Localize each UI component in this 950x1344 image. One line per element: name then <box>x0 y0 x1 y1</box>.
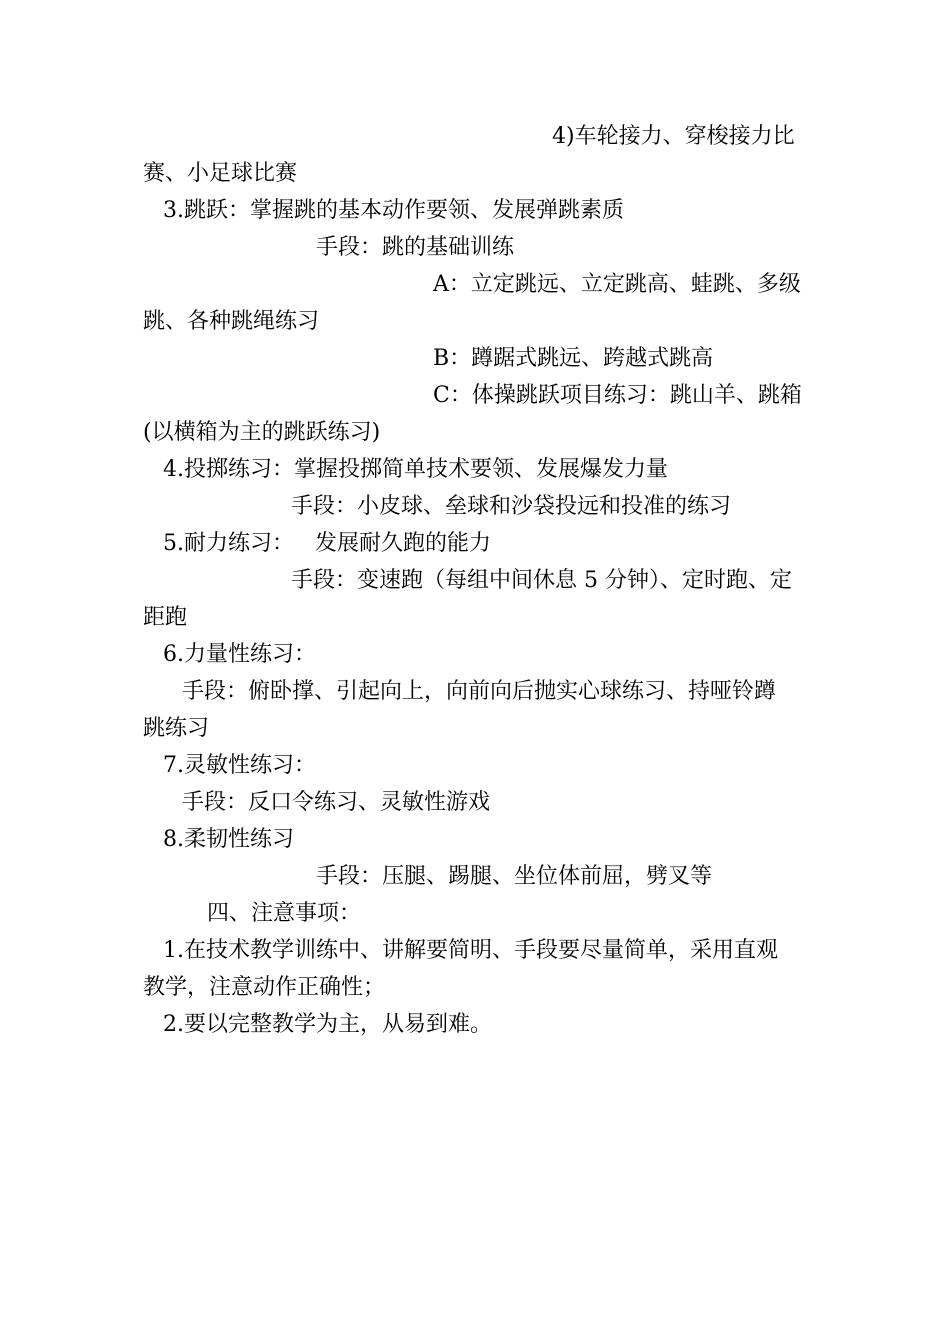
text-line: 2.要以完整教学为主，从易到难。 <box>163 1012 492 1037</box>
text-line: 1.在技术教学训练中、讲解要简明、手段要尽量简单，采用直观 <box>163 938 778 963</box>
text-line: 6.力量性练习： <box>163 642 316 667</box>
text-line: A：立定跳远、立定跳高、蛙跳、多级 <box>433 272 801 297</box>
text-line: 跳练习 <box>143 716 210 741</box>
text-line: 8.柔韧性练习 <box>163 827 294 852</box>
text-line: (以横箱为主的跳跃练习) <box>143 420 381 445</box>
text-line: 手段：跳的基础训练 <box>316 235 515 260</box>
text-line: C：体操跳跃项目练习：跳山羊、跳箱 <box>433 383 802 408</box>
text-line: 4)车轮接力、穿梭接力比 <box>552 124 795 149</box>
text-line: 3.跳跃：掌握跳的基本动作要领、发展弹跳素质 <box>163 198 624 223</box>
text-line: 手段：俯卧撑、引起向上，向前向后抛实心球练习、持哑铃蹲 <box>182 679 777 704</box>
text-line: 手段：压腿、踢腿、坐位体前屈，劈叉等 <box>316 864 713 889</box>
text-line: 赛、小足球比赛 <box>143 161 298 186</box>
text-line: 教学，注意动作正确性； <box>143 975 386 1000</box>
text-line: 距跑 <box>143 605 188 630</box>
text-line: 四、注意事项： <box>207 901 362 926</box>
text-line: 手段：小皮球、垒球和沙袋投远和投准的练习 <box>291 494 732 519</box>
text-line: B：蹲踞式跳远、跨越式跳高 <box>433 346 714 371</box>
text-line: 手段：反口令练习、灵敏性游戏 <box>182 790 491 815</box>
text-line: 7.灵敏性练习： <box>163 753 316 778</box>
text-line: 跳、各种跳绳练习 <box>143 309 320 334</box>
text-line: 5.耐力练习： 发展耐久跑的能力 <box>163 531 491 556</box>
text-line: 手段：变速跑（每组中间休息 5 分钟）、定时跑、定 <box>291 568 792 593</box>
text-line: 4.投掷练习：掌握投掷简单技术要领、发展爆发力量 <box>163 457 668 482</box>
